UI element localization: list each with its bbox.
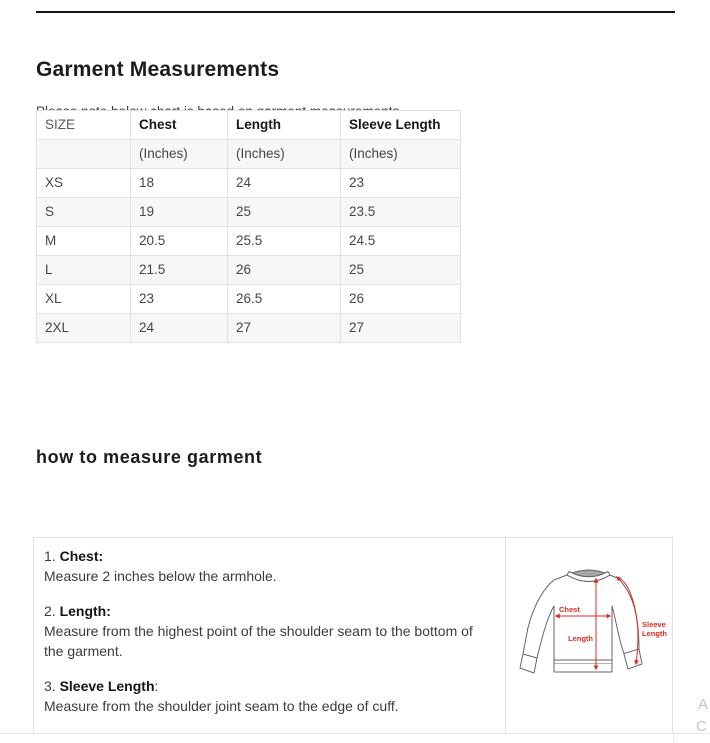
measure-step-sleeve-length <box>44 676 483 716</box>
step-label-suffix: : <box>154 678 159 694</box>
chest-cell: 21.5 <box>131 256 228 285</box>
sleeve-label-line2: Length <box>642 629 667 638</box>
table-row <box>37 256 461 285</box>
sleeve-label-line1: Sleeve <box>642 620 666 629</box>
size-cell: M <box>37 227 131 256</box>
column-header-chest: Chest <box>131 111 228 140</box>
length-cell: 26.5 <box>228 285 341 314</box>
sleeve-cell: 24.5 <box>341 227 461 256</box>
column-header-length: Length <box>228 111 341 140</box>
step-text: Measure from the shoulder joint seam to the edge of cuff. <box>44 698 399 714</box>
how-to-measure-title: how to measure garment <box>36 446 263 467</box>
step-text: Measure from the highest point of the shoulder seam to the bottom of the garment. <box>44 623 473 659</box>
step-text: Measure 2 inches below the armhole. <box>44 568 277 584</box>
unit-cell: (Inches) <box>341 140 461 169</box>
size-cell: S <box>37 198 131 227</box>
size-cell: L <box>37 256 131 285</box>
measure-instructions <box>34 538 506 733</box>
measure-diagram-cell <box>506 538 672 733</box>
length-cell: 25.5 <box>228 227 341 256</box>
sweater-measurement-diagram <box>506 538 672 733</box>
chest-cell: 23 <box>131 285 228 314</box>
chest-cell: 24 <box>131 314 228 343</box>
step-number: 1. <box>44 548 56 564</box>
sleeve-cell: 26 <box>341 285 461 314</box>
chest-cell: 19 <box>131 198 228 227</box>
measure-step-chest <box>44 546 483 586</box>
length-cell: 25 <box>228 198 341 227</box>
table-header-row <box>37 111 461 140</box>
right-border-stub <box>673 733 674 743</box>
size-cell: 2XL <box>37 314 131 343</box>
table-row <box>37 198 461 227</box>
chest-label: Chest <box>559 605 580 614</box>
top-divider <box>36 11 675 13</box>
sleeve-cell: 25 <box>341 256 461 285</box>
size-cell: XS <box>37 169 131 198</box>
measure-panel <box>33 537 673 734</box>
chest-cell: 18 <box>131 169 228 198</box>
measure-step-length <box>44 601 483 661</box>
length-cell: 24 <box>228 169 341 198</box>
column-header-size: SIZE <box>37 111 131 140</box>
size-chart-table <box>36 110 461 343</box>
page-title: Garment Measurements <box>36 58 280 82</box>
table-row <box>37 227 461 256</box>
bottom-divider <box>0 733 710 734</box>
unit-cell <box>37 140 131 169</box>
length-label: Length <box>568 634 593 643</box>
length-cell: 27 <box>228 314 341 343</box>
length-cell: 26 <box>228 256 341 285</box>
step-label: Length: <box>59 603 111 619</box>
clipped-edge-text-1: A <box>698 696 709 713</box>
step-label: Sleeve Length <box>59 678 155 694</box>
unit-cell: (Inches) <box>228 140 341 169</box>
clipped-edge-text-2: C <box>696 718 707 735</box>
table-unit-row <box>37 140 461 169</box>
chest-cell: 20.5 <box>131 227 228 256</box>
step-label: Chest: <box>59 548 104 564</box>
step-number: 2. <box>44 603 56 619</box>
table-row <box>37 169 461 198</box>
table-row <box>37 285 461 314</box>
table-row <box>37 314 461 343</box>
sleeve-cell: 27 <box>341 314 461 343</box>
sleeve-cell: 23 <box>341 169 461 198</box>
sleeve-cell: 23.5 <box>341 198 461 227</box>
column-header-sleeve-length: Sleeve Length <box>341 111 461 140</box>
step-number: 3. <box>44 678 56 694</box>
size-cell: XL <box>37 285 131 314</box>
unit-cell: (Inches) <box>131 140 228 169</box>
